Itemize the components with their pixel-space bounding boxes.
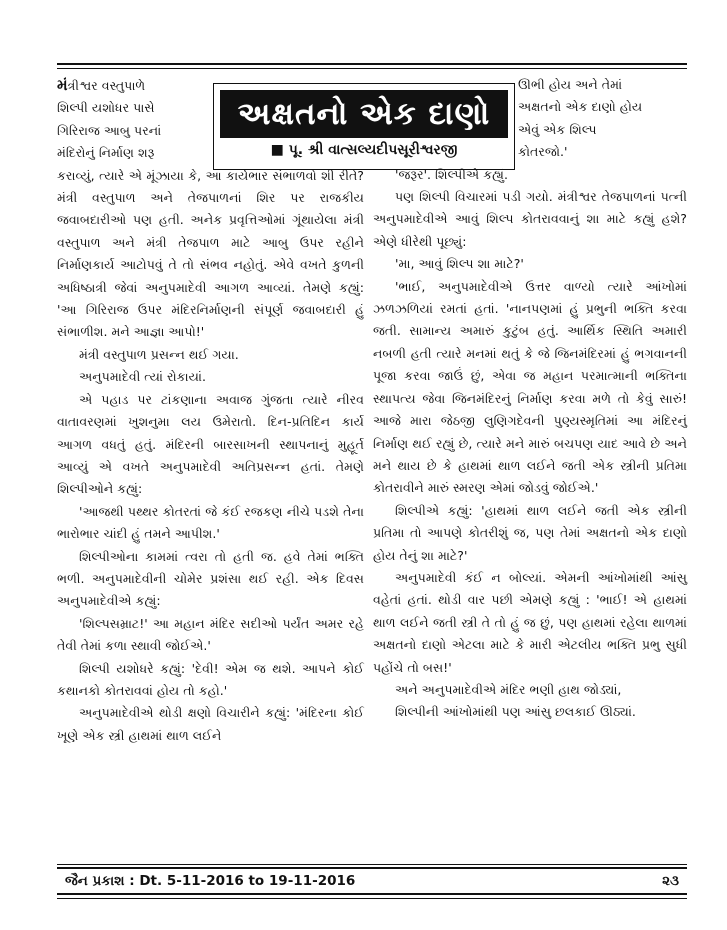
right-column (373, 74, 687, 724)
footer-rule-top (57, 864, 687, 865)
paragraph: અનુપમાદેવીએ થોડી ક્ષણો વિચારીને કહ્યું: 'મંદિરના કોઈ ખૂણે એક સ્ત્રી હાથમાં થાળ લઈને (57, 705, 364, 743)
left-intro-line: મંદિરોનું નિર્માણ શરૂ (57, 145, 155, 161)
drop-letter: મં (57, 76, 68, 94)
paragraph: 'આજથી પથ્થર કોતરતાં જે કંઈ રજકણ નીચે પડશે તેના ભારોભાર ચાંદી હું તમને આપીશ.' (57, 503, 364, 542)
paragraph: 'ભાઈ, અનુપમાદેવીએ ઉત્તર વાળ્યો ત્યારે આંખોમાં ઝળઝળિયાં રમતાં હતાં. 'નાનપણમાં હું પ્રભુની ભક્તિ કરવા જતી. સામાન્ય અમારું કુટુંબ હતું. આર્થિક સ્થિતિ અમારી નબળી હતી ત્યારે મનમાં થતું કે જે જિનમંદિરમાં હું ભગવાનની પૂજા કરવા જાઉં છું, એવા જ મહાન પરમાત્માની ભક્તિના સ્થાપત્ય જેવા જિનમંદિરનું નિર્માણ કરવા મળે તો કેવું સારું! આજે મારા જેઠજી લુણિગદેવની પુણ્યસ્મૃતિમાં આ મંદિરનું નિર્માણ થઈ રહ્યું છે, ત્યારે મને મારું બચપણ યાદ આવે છે અને મને થાય છે કે હાથમાં થાળ લઈને જતી એક સ્ત્રીની પ્રતિમા કોતરાવીને મારું સ્મરણ એમાં જોડવું જોઈએ.' (373, 278, 687, 496)
paragraph: પણ શિલ્પી વિચારમાં પડી ગયો. મંત્રીશ્વર તેજપાળનાં પત્ની અનુપમાદેવીએ આવું શિલ્પ કોતરાવવાનું શા માટે કહ્યું હશે? એણે ધીરેથી પૂછ્યું: (373, 189, 687, 249)
publication-info: જૈન પ્રકાશ : Dt. 5-11-2016 to 19-11-2016 (65, 873, 356, 889)
right-intro-line: એવું એક શિલ્પ (518, 121, 597, 137)
author-bullet-icon: ■ (270, 142, 284, 158)
paragraph: શિલ્પી યશોધરે કહ્યું: 'દેવી! એમ જ થશે. આપને કોઈ કથાનકો કોતરાવવાં હોય તો કહો.' (57, 660, 364, 698)
footer-rule-top-thick (57, 867, 687, 869)
right-intro-line: અક્ષતનો એક દાણો હોય (518, 99, 643, 115)
footer-rule-bottom-thin (57, 898, 687, 899)
top-rule-thin (57, 68, 687, 69)
paragraph: શિલ્પીની આંખોમાંથી પણ આંસુ છલકાઈ ઊઠ્યાં. (395, 704, 636, 720)
paragraph: શિલ્પીએ કહ્યું: 'હાથમાં થાળ લઈને જતી એક સ્ત્રીની પ્રતિમા તો આપણે કોતરીશું જ, પણ તેમાં અક્ષતનો એક દાણો હોય તેનું શા માટે?' (373, 502, 687, 563)
paragraph: 'જરૂર'. શિલ્પીએ કહ્યું. (395, 166, 508, 182)
paragraph: મંત્રી વસ્તુપાળ પ્રસન્ન થઈ ગયા. (79, 346, 239, 362)
article-title: અક્ષતનો એક દાણો (237, 95, 491, 132)
right-intro-line: ઊભી હોય અને તેમાં (518, 77, 623, 92)
footer-rule-bottom (57, 893, 687, 895)
top-rule-thick (57, 63, 687, 65)
author-name: પૂ. શ્રી વાત્સલ્યદીપસૂરીશ્વરજી (288, 142, 458, 158)
paragraph: અને અનુપમાદેવીએ મંદિર ભણી હાથ જોડ્યાં, (395, 681, 622, 697)
paragraph: એ પહાડ પર ટાંકણાના અવાજ ગુંજતા ત્યારે નીરવ વાતાવરણમાં ખુશનુમા લય ઉમેરાતો. દિન-પ્રતિદિન કાર્ય આગળ વધતું હતું. મંદિરની બારસાખની સ્થાપનાનું મુહૂર્ત આવ્યું એ વખતે અનુપમાદેવી અતિપ્રસન્ન હતાં. તેમણે શિલ્પીઓને કહ્યું: (57, 391, 364, 497)
page-number: ૨૩ (662, 873, 679, 889)
paragraph: શિલ્પીઓના કામમાં ત્વરા તો હતી જ. હવે તેમાં ભક્તિ ભળી. અનુપમાદેવીની ચોમેર પ્રશંસા થઈ રહી. એક દિવસ અનુપમાદેવીએ કહ્યું: (57, 548, 364, 609)
right-intro-line: કોતરજો.' (518, 144, 568, 160)
left-intro-line: ગિરિરાજ આબુ પરનાં (57, 122, 162, 138)
left-intro-line: શિલ્પી યશોધર પાસે (57, 100, 155, 116)
paragraph: 'શિલ્પસમ્રાટ!' આ મહાન મંદિર સદીઓ પર્યંત અમર રહે તેવી તેમાં કળા સ્થાવી જોઈએ.' (57, 615, 364, 654)
paragraph: અનુપમાદેવી ત્યાં રોકાયાં. (79, 369, 207, 385)
paragraph: 'મા, આવું શિલ્પ શા માટે?' (395, 256, 524, 272)
left-column (57, 74, 364, 747)
left-intro-line: મંત્રીશ્વર વસ્તુપાળે (57, 76, 146, 94)
paragraph: કરાવ્યું, ત્યારે એ મૂંઝાયા કે, આ કાર્યભાર સંભાળવો શી રીતે? મંત્રી વસ્તુપાળ અને તેજપાળનાં શિર પર રાજકીય જવાબદારીઓ પણ હતી. અનેક પ્રવૃત્તિઓમાં ગૂંથાયેલા મંત્રી વસ્તુપાળ અને મંત્રી તેજપાળ માટે આબુ ઉપર રહીને નિર્માણકાર્ય આટોપવું તે તો સંભવ નહોતું. એવે વખતે કુળની અધિષ્ઠાત્રી જેવાં અનુપમાદેવી આગળ આવ્યાં. તેમણે કહ્યું: 'આ ગિરિરાજ ઉપર મંદિરનિર્માણની સંપૂર્ણ જવાબદારી હું સંભાળીશ. મને આજ્ઞા આપો!' (57, 167, 364, 340)
paragraph: અનુપમાદેવી કંઈ ન બોલ્યાં. એમની આંખોમાંથી આંસુ વહેતાં હતાં. થોડી વાર પછી એમણે કહ્યું : 'ભાઈ! એ હાથમાં થાળ લઈને જતી સ્ત્રી તે તો હું જ છું, પણ હાથમાં રહેલા થાળમાં અક્ષતનો દાણો એટલા માટે કે મારી એટલીય ભક્તિ પ્રભુ સુધી પહોંચે તો બસ!' (373, 569, 687, 675)
